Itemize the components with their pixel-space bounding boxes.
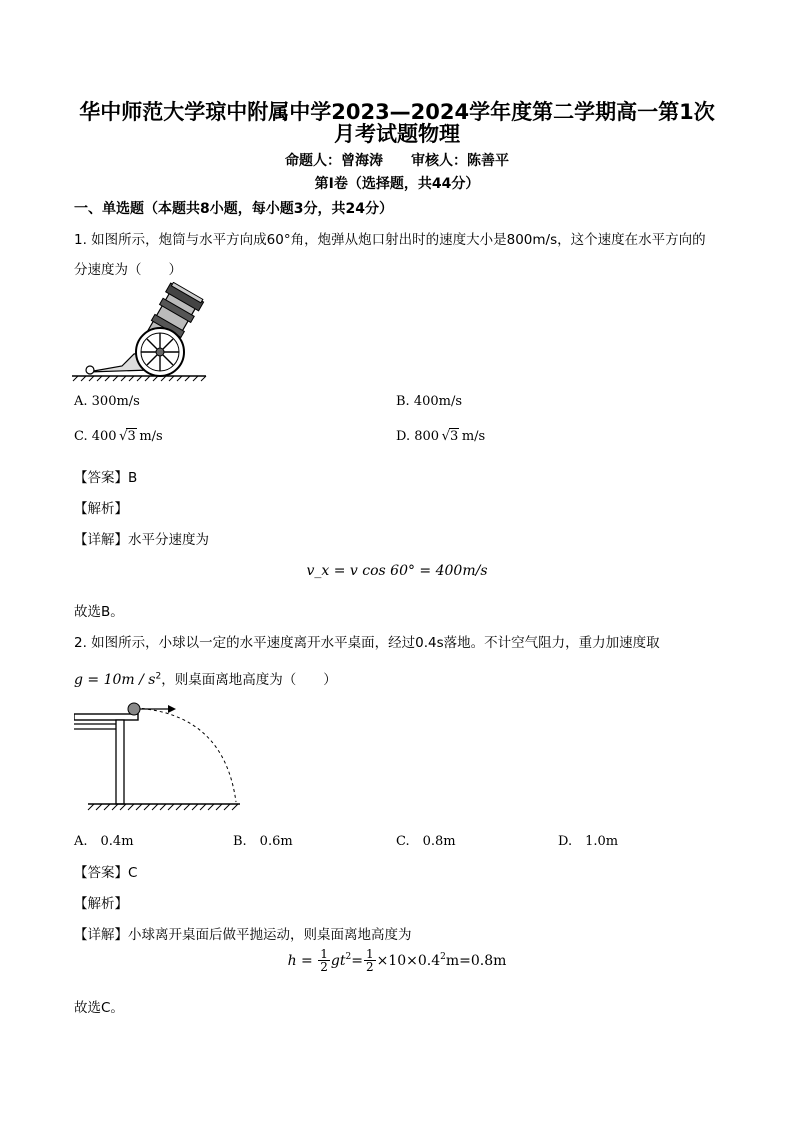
q1-stem-line1: 1. 如图所示，炮筒与水平方向成60°角，炮弹从炮口射出时的速度大小是800m/s，这个速度在水平方向的 [74, 232, 706, 248]
q1-option-d: D. 800 √3 m/s [396, 429, 486, 444]
q2-option-a: A. 0.4m [74, 834, 134, 849]
q2-formula: h = $\frac{1}{2}$ gt $^2$ = $\frac{1}{2}$ ×10×0.4 $^2$ m=0.8m [287, 947, 507, 974]
table-ball-figure [74, 700, 244, 812]
q1-detail: 【详解】水平分速度为 [74, 532, 209, 548]
author-line: 命题人：曾海涛 审核人：陈善平 [285, 153, 509, 169]
q2-option-c: C. 0.8m [396, 834, 456, 849]
q1-stem-line2: 分速度为（ ） [74, 262, 182, 278]
q2-stem-line1: 2. 如图所示，小球以一定的水平速度离开水平桌面，经过0.4s落地。不计空气阻力，重力加速度取 [74, 635, 660, 651]
q2-analysis-tag: 【解析】 [74, 896, 128, 912]
q2-option-d: D. 1.0m [558, 834, 619, 849]
q1-conclusion: 故选B。 [74, 604, 124, 620]
q1-option-c: C. 400 √3 m/s [74, 429, 163, 444]
q1-answer: 【答案】B [74, 470, 138, 486]
q1-option-b: B. 400m/s [396, 394, 463, 409]
q2-option-b: B. 0.6m [233, 834, 293, 849]
page-title-line1: 华中师范大学琼中附属中学2023—2024学年度第二学期高一第1次 [79, 100, 715, 124]
page-title-line2: 月考试题物理 [334, 122, 460, 146]
q1-option-a: A. 300m/s [74, 394, 140, 409]
section-heading: 一、单选题（本题共8小题，每小题3分，共24分） [74, 201, 393, 217]
q2-answer: 【答案】C [74, 865, 138, 881]
cannon-figure [72, 282, 212, 382]
q2-stem-line2: $g = 10m / s^2$，则桌面离地高度为（ ） [74, 671, 337, 688]
q1-analysis-tag: 【解析】 [74, 501, 128, 517]
volume-line: 第Ⅰ卷（选择题，共44分） [314, 176, 480, 192]
q2-conclusion: 故选C。 [74, 1000, 124, 1016]
q2-detail: 【详解】小球离开桌面后做平抛运动，则桌面离地高度为 [74, 927, 412, 943]
q1-formula: v_x = v cos 60° = 400m/s [306, 563, 488, 579]
